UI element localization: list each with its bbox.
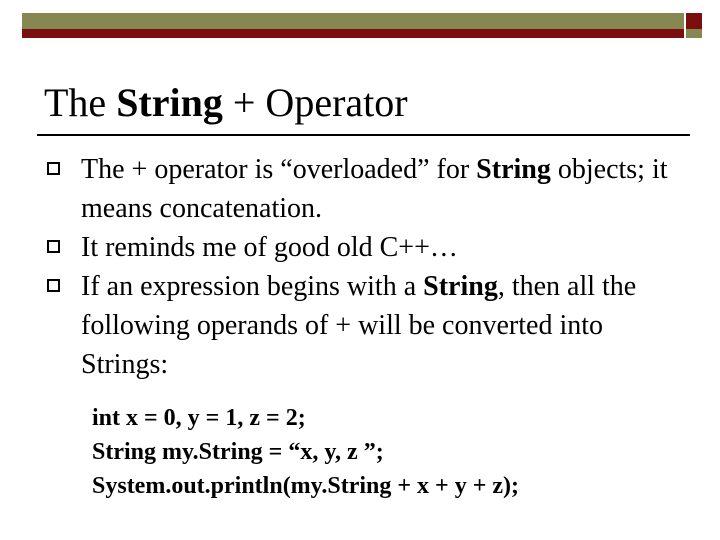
title-prefix: The [44, 80, 117, 125]
header-olive-bar [22, 13, 684, 29]
bullet-item-conversion [44, 267, 674, 384]
header-red-bar [22, 29, 684, 38]
header-red-square [686, 13, 702, 29]
bullet-text: , then all the following operands of + will be converted into Strings: [81, 271, 637, 380]
code-line: String my.String = “x, y, z ”; [92, 439, 384, 465]
slide-title [44, 78, 408, 128]
title-keyword: String [116, 80, 223, 125]
bullet-text: The + operator is “overloaded” for [81, 154, 477, 185]
header-olive-square [686, 29, 702, 38]
bullet-keyword: String [476, 154, 551, 185]
code-line: int x = 0, y = 1, z = 2; [92, 405, 306, 431]
code-line: System.out.println(my.String + x + y + z); [92, 473, 520, 499]
title-suffix: + Operator [222, 80, 408, 125]
title-divider [37, 134, 690, 136]
square-bullet-icon [47, 279, 60, 292]
bullet-item-overloaded [44, 150, 674, 228]
bullet-item-cpp [44, 228, 674, 267]
square-bullet-icon [47, 162, 60, 175]
bullet-text: If an expression begins with a [81, 271, 424, 302]
bullet-text: objects; it means concatenation. [81, 154, 668, 224]
code-example [92, 401, 519, 503]
bullet-list [44, 150, 674, 384]
bullet-keyword: String [423, 271, 498, 302]
square-bullet-icon [47, 240, 60, 253]
bullet-text: It reminds me of good old C++… [81, 232, 458, 263]
